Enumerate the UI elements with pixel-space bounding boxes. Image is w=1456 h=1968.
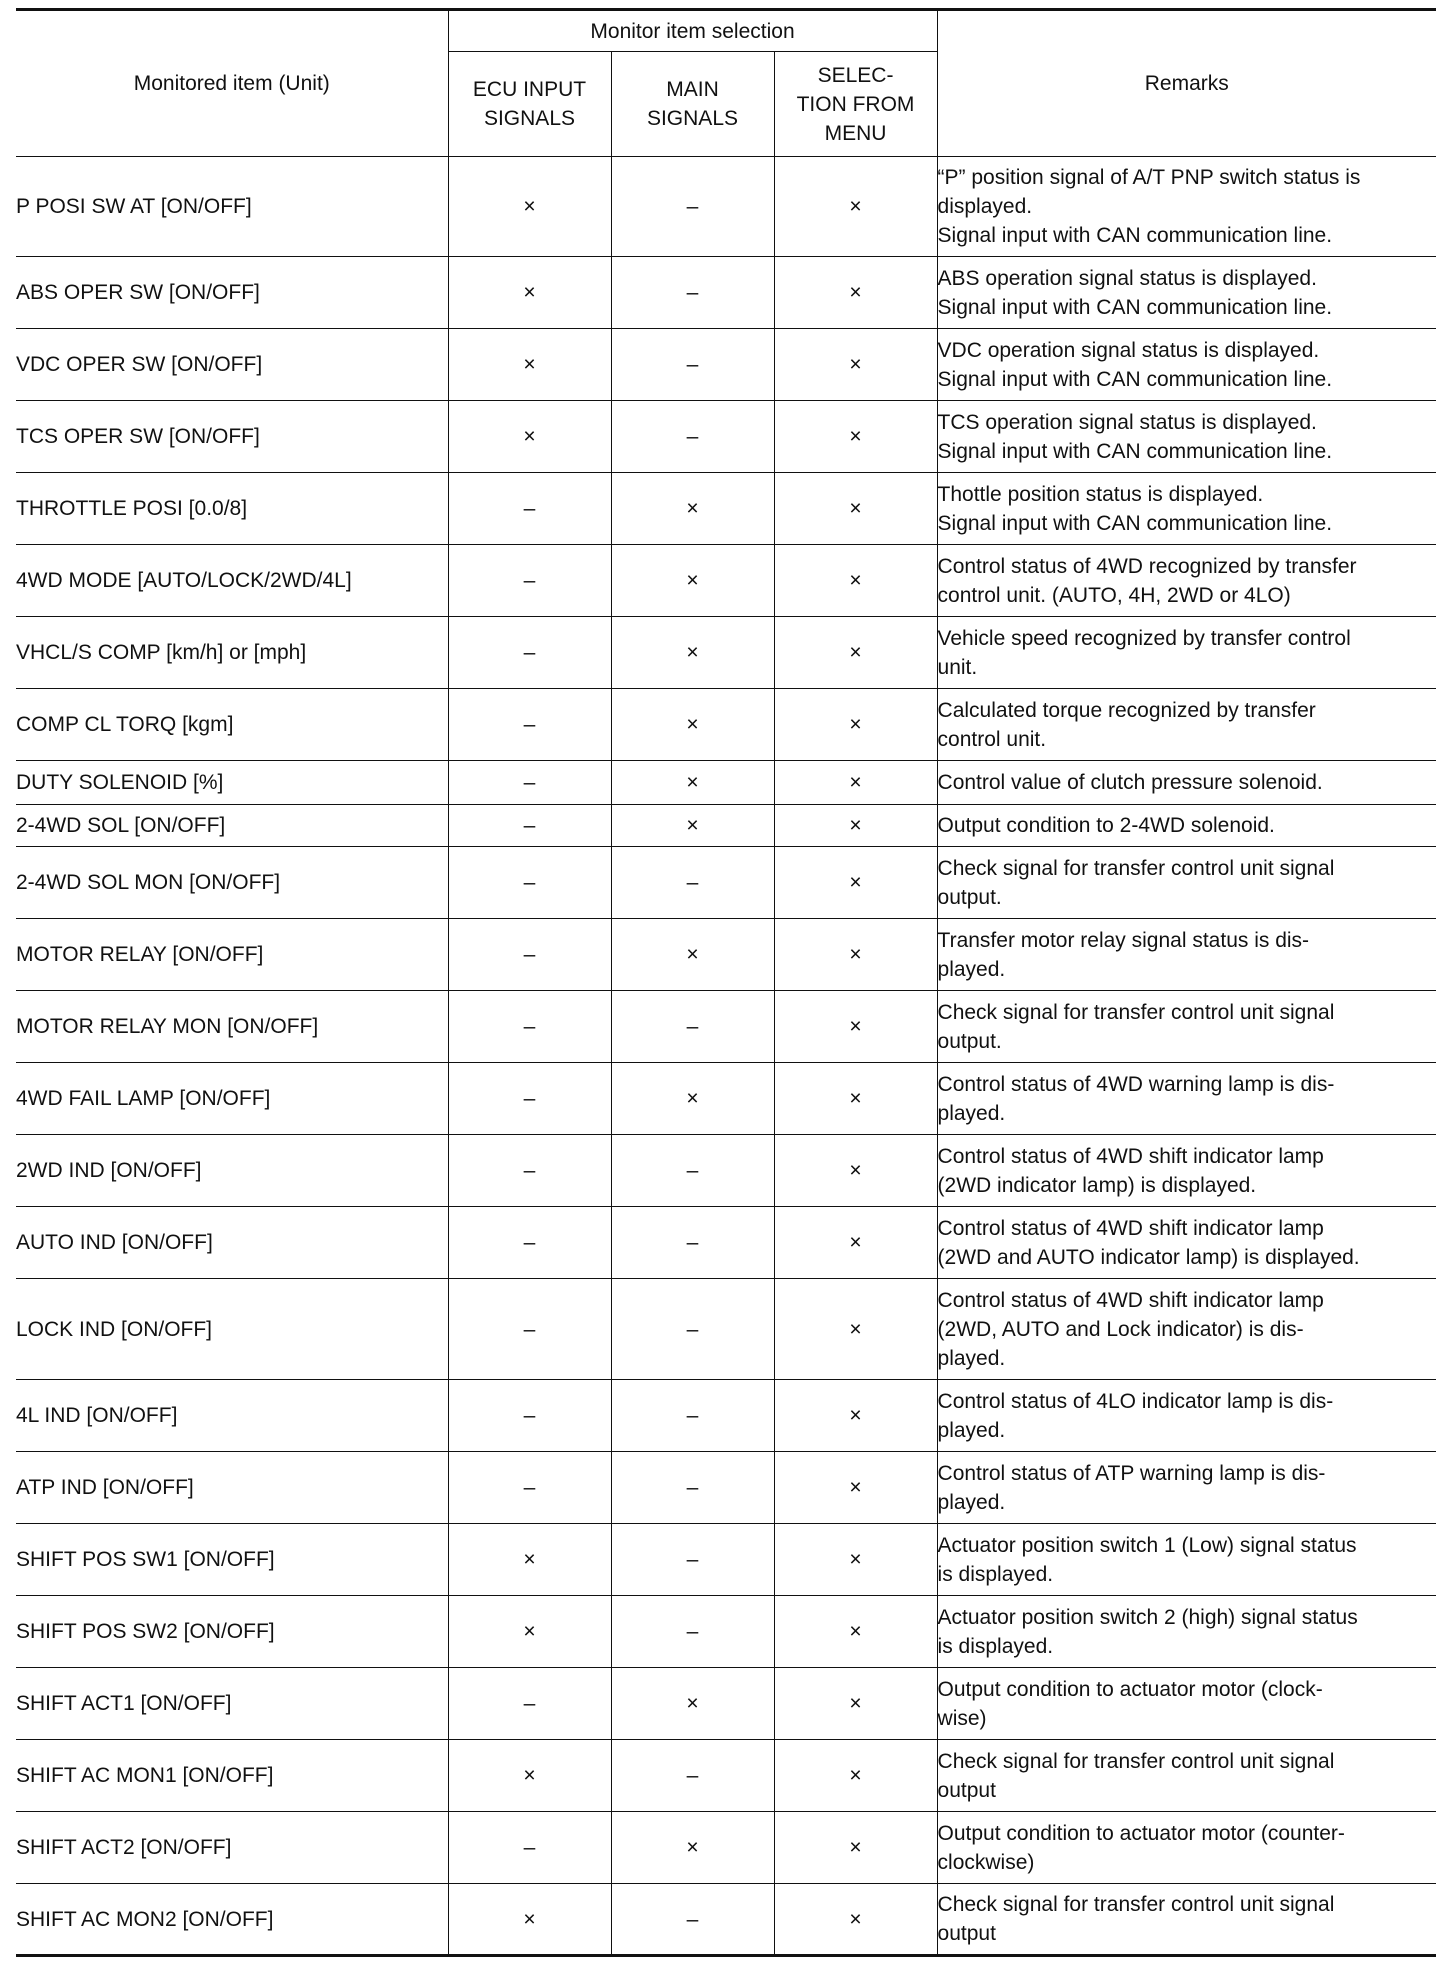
ecu-input-signals-mark: × xyxy=(448,257,611,329)
monitored-item-cell: COMP CL TORQ [kgm] xyxy=(16,689,448,761)
remarks-line: output xyxy=(937,1778,996,1802)
main-signals-mark: × xyxy=(611,919,774,991)
selection-from-menu-mark: × xyxy=(774,1884,937,1956)
monitored-item-cell: VHCL/S COMP [km/h] or [mph] xyxy=(16,617,448,689)
remarks-line: played. xyxy=(937,1490,1006,1514)
main-signals-mark: – xyxy=(611,1207,774,1279)
remarks-line: TCS operation signal status is displayed. xyxy=(937,410,1317,434)
remarks-cell xyxy=(937,919,1436,991)
ecu-input-signals-mark: × xyxy=(448,1596,611,1668)
selection-from-menu-mark: × xyxy=(774,1207,937,1279)
monitor-item-selection-header: Monitor item selection xyxy=(448,10,937,52)
main-signals-mark: – xyxy=(611,1380,774,1452)
table-row xyxy=(16,1884,1436,1956)
header-line: MAIN xyxy=(666,78,719,102)
main-signals-mark: × xyxy=(611,761,774,805)
monitored-item-cell: DUTY SOLENOID [%] xyxy=(16,761,448,805)
main-signals-mark: – xyxy=(611,991,774,1063)
remarks-cell xyxy=(937,1524,1436,1596)
monitored-item-cell: AUTO IND [ON/OFF] xyxy=(16,1207,448,1279)
monitored-item-cell: 4WD FAIL LAMP [ON/OFF] xyxy=(16,1063,448,1135)
remarks-line: Output condition to actuator motor (counter- xyxy=(937,1821,1345,1845)
table-row xyxy=(16,329,1436,401)
ecu-input-signals-mark: – xyxy=(448,1063,611,1135)
remarks-cell xyxy=(937,473,1436,545)
selection-from-menu-mark: × xyxy=(774,1524,937,1596)
header-line: TION FROM xyxy=(796,92,915,116)
remarks-line: Transfer motor relay signal status is dis- xyxy=(937,928,1310,952)
monitored-item-cell: P POSI SW AT [ON/OFF] xyxy=(16,157,448,257)
remarks-line: Signal input with CAN communication line. xyxy=(937,511,1333,535)
remarks-line: Signal input with CAN communication line. xyxy=(937,224,1333,247)
ecu-input-signals-mark: – xyxy=(448,1452,611,1524)
ecu-input-signals-mark: – xyxy=(448,1279,611,1380)
table-row xyxy=(16,1596,1436,1668)
remarks-line: output. xyxy=(937,1029,1002,1053)
table-row xyxy=(16,1668,1436,1740)
table-row xyxy=(16,761,1436,805)
ecu-input-signals-mark: × xyxy=(448,401,611,473)
ecu-input-signals-mark: – xyxy=(448,761,611,805)
remarks-line: Signal input with CAN communication line. xyxy=(937,295,1333,319)
ecu-input-signals-mark: × xyxy=(448,1740,611,1812)
selection-from-menu-header xyxy=(774,52,937,157)
table-row xyxy=(16,257,1436,329)
remarks-line: Vehicle speed recognized by transfer control xyxy=(937,626,1351,650)
table-row xyxy=(16,401,1436,473)
selection-from-menu-mark: × xyxy=(774,329,937,401)
main-signals-mark: – xyxy=(611,847,774,919)
main-signals-mark: – xyxy=(611,1452,774,1524)
remarks-line: Thottle position status is displayed. xyxy=(937,482,1264,506)
remarks-line: played. xyxy=(937,1418,1006,1442)
main-signals-mark: – xyxy=(611,257,774,329)
monitored-item-cell: 2WD IND [ON/OFF] xyxy=(16,1135,448,1207)
header-line: ECU INPUT xyxy=(472,78,587,102)
table-row xyxy=(16,1063,1436,1135)
main-signals-mark: – xyxy=(611,1279,774,1380)
remarks-line: Control status of 4WD recognized by transfer xyxy=(937,554,1357,578)
ecu-input-signals-header xyxy=(448,52,611,157)
remarks-cell xyxy=(937,401,1436,473)
monitored-item-cell: ATP IND [ON/OFF] xyxy=(16,1452,448,1524)
main-signals-mark: – xyxy=(611,157,774,257)
table-row xyxy=(16,617,1436,689)
table-row xyxy=(16,991,1436,1063)
table-row xyxy=(16,919,1436,991)
selection-from-menu-mark: × xyxy=(774,1063,937,1135)
remarks-line: clockwise) xyxy=(937,1850,1035,1874)
monitored-item-cell: SHIFT AC MON1 [ON/OFF] xyxy=(16,1740,448,1812)
main-signals-mark: × xyxy=(611,473,774,545)
table-row xyxy=(16,1380,1436,1452)
remarks-cell xyxy=(937,1596,1436,1668)
ecu-input-signals-mark: – xyxy=(448,473,611,545)
monitored-item-cell: SHIFT POS SW2 [ON/OFF] xyxy=(16,1596,448,1668)
main-signals-mark: × xyxy=(611,805,774,847)
table-row xyxy=(16,847,1436,919)
remarks-line: played. xyxy=(937,957,1006,981)
monitored-item-cell: VDC OPER SW [ON/OFF] xyxy=(16,329,448,401)
monitored-item-cell: TCS OPER SW [ON/OFF] xyxy=(16,401,448,473)
remarks-cell xyxy=(937,1668,1436,1740)
remarks-line: Control value of clutch pressure solenoid. xyxy=(937,771,1323,794)
monitored-item-cell: LOCK IND [ON/OFF] xyxy=(16,1279,448,1380)
selection-from-menu-mark: × xyxy=(774,1135,937,1207)
remarks-line: wise) xyxy=(937,1706,987,1730)
remarks-line: Control status of 4WD shift indicator lamp xyxy=(937,1288,1324,1312)
selection-from-menu-mark: × xyxy=(774,617,937,689)
main-signals-mark: – xyxy=(611,1135,774,1207)
main-signals-mark: × xyxy=(611,1812,774,1884)
table-row xyxy=(16,1812,1436,1884)
remarks-line: Control status of ATP warning lamp is dis- xyxy=(937,1461,1326,1485)
monitored-item-cell: MOTOR RELAY [ON/OFF] xyxy=(16,919,448,991)
remarks-line: output xyxy=(937,1922,996,1945)
remarks-line: unit. xyxy=(937,655,978,679)
remarks-cell xyxy=(937,805,1436,847)
remarks-line: Output condition to 2-4WD solenoid. xyxy=(937,814,1275,837)
remarks-line: Control status of 4WD shift indicator lamp xyxy=(937,1144,1324,1168)
remarks-line: Signal input with CAN communication line. xyxy=(937,367,1333,391)
remarks-line: Calculated torque recognized by transfer xyxy=(937,698,1316,722)
ecu-input-signals-mark: – xyxy=(448,617,611,689)
monitored-item-cell: ABS OPER SW [ON/OFF] xyxy=(16,257,448,329)
monitored-item-cell: 2-4WD SOL [ON/OFF] xyxy=(16,805,448,847)
remarks-line: (2WD, AUTO and Lock indicator) is dis- xyxy=(937,1317,1304,1341)
remarks-cell xyxy=(937,1884,1436,1956)
remarks-cell xyxy=(937,761,1436,805)
selection-from-menu-mark: × xyxy=(774,401,937,473)
main-signals-mark: × xyxy=(611,545,774,617)
remarks-line: control unit. xyxy=(937,727,1047,751)
selection-from-menu-mark: × xyxy=(774,157,937,257)
remarks-cell xyxy=(937,1279,1436,1380)
table-header xyxy=(16,10,1436,157)
table-body xyxy=(16,157,1436,1956)
header-line: SIGNALS xyxy=(483,107,576,131)
main-signals-mark: – xyxy=(611,329,774,401)
selection-from-menu-mark: × xyxy=(774,991,937,1063)
remarks-line: is displayed. xyxy=(937,1634,1054,1658)
remarks-cell xyxy=(937,329,1436,401)
remarks-cell xyxy=(937,1207,1436,1279)
ecu-input-signals-mark: – xyxy=(448,919,611,991)
ecu-input-signals-mark: – xyxy=(448,1812,611,1884)
table-row xyxy=(16,1452,1436,1524)
ecu-input-signals-mark: × xyxy=(448,157,611,257)
ecu-input-signals-mark: – xyxy=(448,1207,611,1279)
monitored-item-header: Monitored item (Unit) xyxy=(16,10,448,157)
remarks-line: Actuator position switch 2 (high) signal status xyxy=(937,1605,1358,1629)
remarks-line: “P” position signal of A/T PNP switch status is xyxy=(937,166,1361,189)
monitored-item-cell: SHIFT ACT2 [ON/OFF] xyxy=(16,1812,448,1884)
monitored-item-cell: 4WD MODE [AUTO/LOCK/2WD/4L] xyxy=(16,545,448,617)
ecu-input-signals-mark: – xyxy=(448,847,611,919)
remarks-line: Check signal for transfer control unit signal xyxy=(937,1893,1335,1916)
monitored-item-cell: 4L IND [ON/OFF] xyxy=(16,1380,448,1452)
ecu-input-signals-mark: × xyxy=(448,1884,611,1956)
selection-from-menu-mark: × xyxy=(774,689,937,761)
header-line: SELEC- xyxy=(817,63,894,87)
remarks-line: played. xyxy=(937,1101,1006,1125)
remarks-line: control unit. (AUTO, 4H, 2WD or 4LO) xyxy=(937,583,1291,607)
monitor-item-table xyxy=(16,8,1436,1957)
selection-from-menu-mark: × xyxy=(774,1596,937,1668)
remarks-cell xyxy=(937,1452,1436,1524)
remarks-line: ABS operation signal status is displayed. xyxy=(937,266,1317,290)
monitored-item-cell: 2-4WD SOL MON [ON/OFF] xyxy=(16,847,448,919)
selection-from-menu-mark: × xyxy=(774,1452,937,1524)
monitored-item-cell: SHIFT POS SW1 [ON/OFF] xyxy=(16,1524,448,1596)
ecu-input-signals-mark: – xyxy=(448,1380,611,1452)
monitored-item-cell: SHIFT ACT1 [ON/OFF] xyxy=(16,1668,448,1740)
remarks-line: Check signal for transfer control unit signal xyxy=(937,856,1335,880)
remarks-line: played. xyxy=(937,1346,1006,1370)
table-row xyxy=(16,157,1436,257)
selection-from-menu-mark: × xyxy=(774,761,937,805)
header-line: SIGNALS xyxy=(646,107,739,131)
main-signals-mark: – xyxy=(611,401,774,473)
remarks-line: Actuator position switch 1 (Low) signal status xyxy=(937,1533,1357,1557)
ecu-input-signals-mark: – xyxy=(448,805,611,847)
remarks-line: Signal input with CAN communication line. xyxy=(937,439,1333,463)
remarks-cell xyxy=(937,991,1436,1063)
remarks-line: Check signal for transfer control unit signal xyxy=(937,1000,1335,1024)
remarks-header: Remarks xyxy=(937,10,1436,157)
selection-from-menu-mark: × xyxy=(774,1740,937,1812)
monitored-item-cell: MOTOR RELAY MON [ON/OFF] xyxy=(16,991,448,1063)
ecu-input-signals-mark: – xyxy=(448,1135,611,1207)
selection-from-menu-mark: × xyxy=(774,1380,937,1452)
selection-from-menu-mark: × xyxy=(774,473,937,545)
remarks-cell xyxy=(937,1812,1436,1884)
main-signals-mark: × xyxy=(611,689,774,761)
selection-from-menu-mark: × xyxy=(774,1812,937,1884)
table-row xyxy=(16,545,1436,617)
ecu-input-signals-mark: – xyxy=(448,1668,611,1740)
table-row xyxy=(16,1279,1436,1380)
remarks-line: Control status of 4LO indicator lamp is dis- xyxy=(937,1389,1334,1413)
table-row xyxy=(16,1135,1436,1207)
remarks-cell xyxy=(937,689,1436,761)
remarks-cell xyxy=(937,545,1436,617)
remarks-line: Control status of 4WD warning lamp is dis- xyxy=(937,1072,1335,1096)
selection-from-menu-mark: × xyxy=(774,257,937,329)
remarks-cell xyxy=(937,1135,1436,1207)
selection-from-menu-mark: × xyxy=(774,1279,937,1380)
remarks-line: Output condition to actuator motor (clock- xyxy=(937,1677,1323,1701)
selection-from-menu-mark: × xyxy=(774,1668,937,1740)
table-row xyxy=(16,473,1436,545)
remarks-cell xyxy=(937,1740,1436,1812)
remarks-line: output. xyxy=(937,885,1002,909)
remarks-line: Check signal for transfer control unit signal xyxy=(937,1749,1335,1773)
remarks-cell xyxy=(937,1063,1436,1135)
main-signals-mark: – xyxy=(611,1524,774,1596)
main-signals-mark: × xyxy=(611,617,774,689)
selection-from-menu-mark: × xyxy=(774,545,937,617)
remarks-cell xyxy=(937,257,1436,329)
remarks-cell xyxy=(937,847,1436,919)
selection-from-menu-mark: × xyxy=(774,919,937,991)
table-row xyxy=(16,1207,1436,1279)
table-row xyxy=(16,805,1436,847)
remarks-cell xyxy=(937,1380,1436,1452)
header-line: MENU xyxy=(824,121,887,145)
selection-from-menu-mark: × xyxy=(774,847,937,919)
ecu-input-signals-mark: – xyxy=(448,991,611,1063)
table-row xyxy=(16,1740,1436,1812)
remarks-line: Control status of 4WD shift indicator lamp xyxy=(937,1216,1324,1240)
remarks-line: is displayed. xyxy=(937,1562,1054,1586)
remarks-line: (2WD and AUTO indicator lamp) is displayed. xyxy=(937,1245,1360,1269)
remarks-cell xyxy=(937,157,1436,257)
selection-from-menu-mark: × xyxy=(774,805,937,847)
ecu-input-signals-mark: – xyxy=(448,545,611,617)
table-row xyxy=(16,689,1436,761)
remarks-line: displayed. xyxy=(937,195,1033,218)
ecu-input-signals-mark: × xyxy=(448,1524,611,1596)
monitored-item-cell: SHIFT AC MON2 [ON/OFF] xyxy=(16,1884,448,1956)
remarks-cell xyxy=(937,617,1436,689)
ecu-input-signals-mark: × xyxy=(448,329,611,401)
table-row xyxy=(16,1524,1436,1596)
remarks-line: (2WD indicator lamp) is displayed. xyxy=(937,1173,1257,1197)
main-signals-mark: × xyxy=(611,1668,774,1740)
main-signals-mark: – xyxy=(611,1884,774,1956)
main-signals-header xyxy=(611,52,774,157)
main-signals-mark: – xyxy=(611,1740,774,1812)
main-signals-mark: × xyxy=(611,1063,774,1135)
remarks-line: VDC operation signal status is displayed. xyxy=(937,338,1320,362)
monitored-item-cell: THROTTLE POSI [0.0/8] xyxy=(16,473,448,545)
main-signals-mark: – xyxy=(611,1596,774,1668)
ecu-input-signals-mark: – xyxy=(448,689,611,761)
